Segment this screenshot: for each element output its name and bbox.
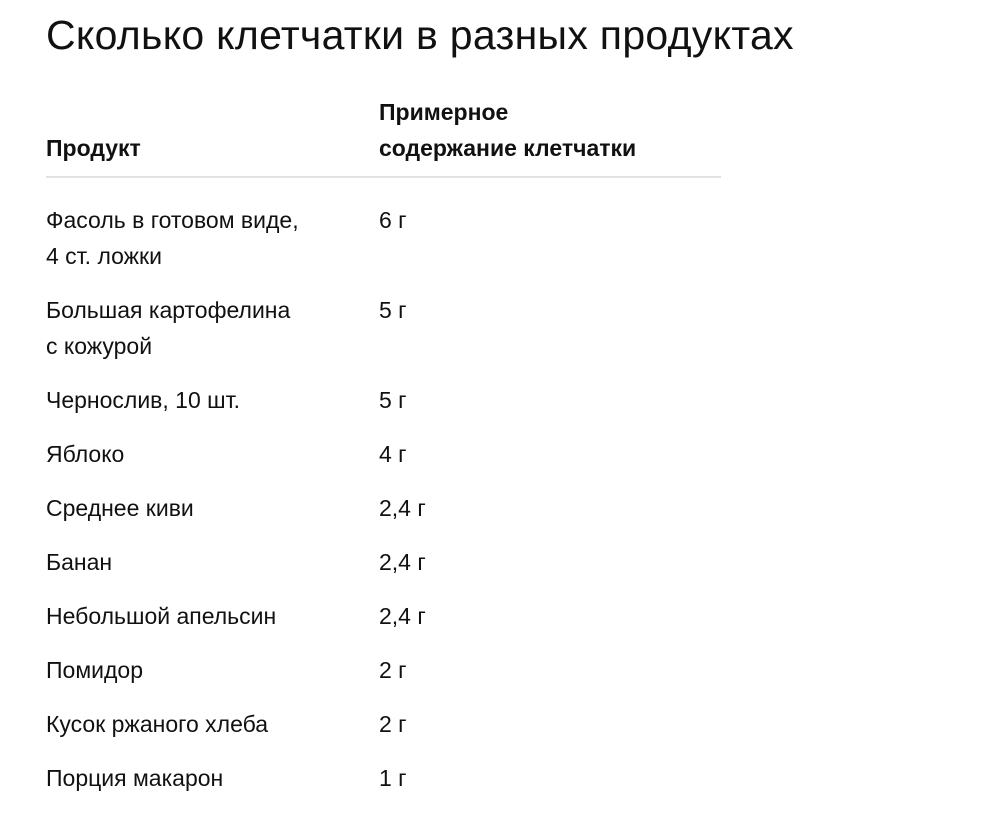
header-fiber-content [379, 94, 721, 177]
table-row [46, 706, 721, 760]
fiber-cell: 2 г [379, 657, 407, 683]
header-fiber-line2: содержание клетчатки [379, 135, 637, 161]
fiber-table [46, 94, 721, 814]
product-name-continued: 4 ст. ложки [46, 243, 162, 269]
product-cell: Яблоко [46, 441, 125, 467]
fiber-cell: 2,4 г [379, 549, 426, 575]
table-row [46, 436, 721, 490]
table-row [46, 292, 721, 382]
page-title: Сколько клетчатки в разных продуктах [46, 12, 794, 58]
product-name: Большая картофелина [46, 297, 291, 323]
product-name: Фасоль в готовом виде, [46, 207, 299, 233]
product-cell: Среднее киви [46, 495, 194, 521]
product-cell: Порция макарон [46, 765, 224, 791]
header-product: Продукт [46, 94, 379, 177]
product-cell [46, 177, 379, 292]
product-cell: Небольшой апельсин [46, 603, 277, 629]
product-cell: Помидор [46, 657, 143, 683]
table-row [46, 598, 721, 652]
table-row [46, 760, 721, 814]
table-row [46, 652, 721, 706]
fiber-cell: 1 г [379, 765, 407, 791]
table-row [46, 177, 721, 292]
table-header-row [46, 94, 721, 177]
product-cell: Чернослив, 10 шт. [46, 387, 240, 413]
table-row [46, 382, 721, 436]
fiber-cell: 5 г [379, 297, 407, 323]
product-cell: Банан [46, 549, 113, 575]
fiber-cell: 6 г [379, 207, 407, 233]
fiber-cell: 2 г [379, 711, 407, 737]
table-row [46, 490, 721, 544]
product-cell: Кусок ржаного хлеба [46, 711, 269, 737]
table-row [46, 544, 721, 598]
fiber-cell: 2,4 г [379, 603, 426, 629]
product-cell [46, 292, 379, 382]
fiber-cell: 4 г [379, 441, 407, 467]
fiber-cell: 2,4 г [379, 495, 426, 521]
product-name-continued: с кожурой [46, 333, 153, 359]
fiber-cell: 5 г [379, 387, 407, 413]
header-fiber-line1: Примерное [379, 99, 509, 125]
